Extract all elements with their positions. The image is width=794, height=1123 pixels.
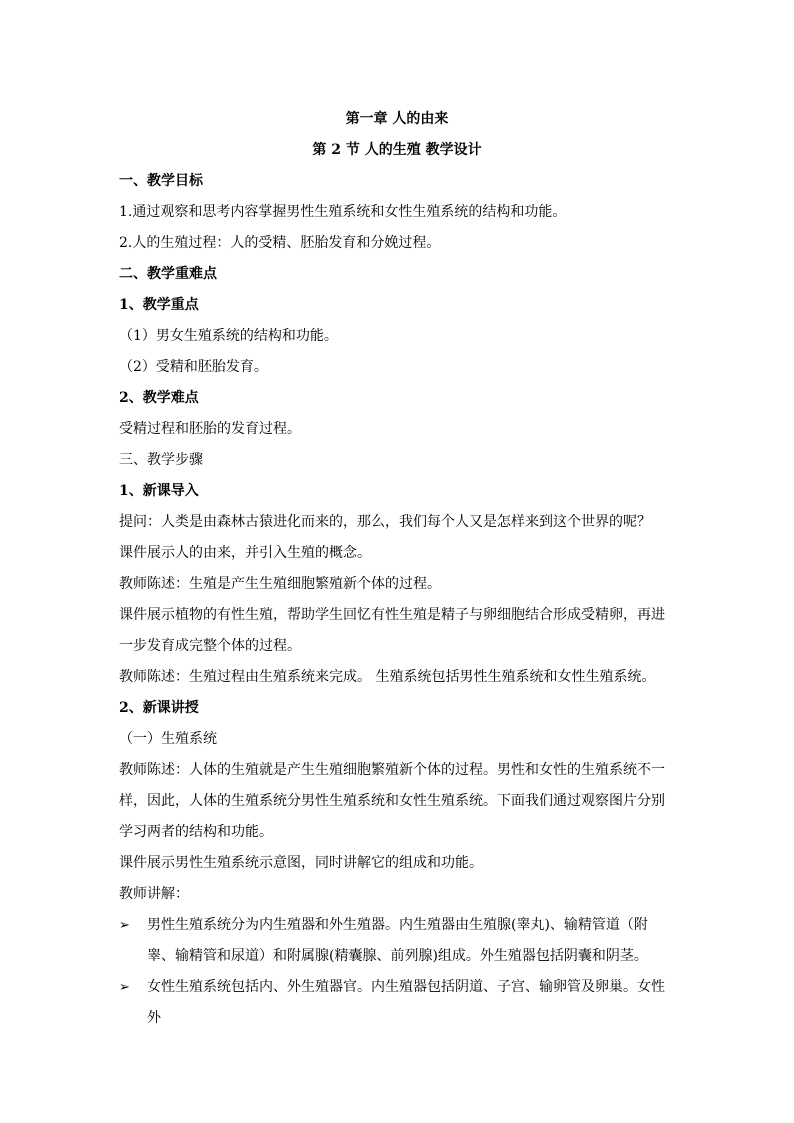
bullet-item [119, 910, 675, 972]
intro-line: 教师陈述：生殖过程由生殖系统来完成。 生殖系统包括男性生殖系统和女性生殖系统。 [119, 669, 656, 685]
key-points-heading: 二、教学重难点 [119, 266, 217, 282]
intro-line: 教师陈述：生殖是产生生殖细胞繁殖新个体的过程。 [119, 576, 441, 592]
focus-item: （1）男女生殖系统的结构和功能。 [119, 328, 338, 344]
objective-item: 2.人的生殖过程：人的受精、胚胎发育和分娩过程。 [119, 235, 441, 251]
bullet-text: 女性生殖系统包括内、外生殖器官。内生殖器包括阴道、子宫、输卵管及卵巢。女性外 [147, 979, 665, 1026]
intro-line: 课件展示人的由来，并引入生殖的概念。 [119, 545, 371, 561]
subsection-title: （一）生殖系统 [119, 731, 217, 747]
focus-item: （2）受精和胚胎发育。 [119, 359, 268, 375]
arrow-bullet-icon: ➢ [119, 918, 130, 933]
bullet-item [119, 972, 675, 1034]
lecture-heading: 2、新课讲授 [119, 700, 199, 716]
bullet-text: 男性生殖系统分为内生殖器和外生殖器。内生殖器由生殖腺(睾丸)、输精管道（附睾、输精管和尿道）和附属腺(精囊腺、前列腺)组成。外生殖器包括阴囊和阴茎。 [147, 917, 648, 964]
arrow-bullet-icon: ➢ [119, 980, 130, 995]
section-title: 第 2 节 人的生殖 教学设计 [312, 142, 482, 158]
difficulty-heading: 2、教学难点 [119, 390, 199, 406]
chapter-title: 第一章 人的由来 [345, 111, 449, 127]
difficulty-text: 受精过程和胚胎的发育过程。 [119, 421, 301, 437]
objectives-heading: 一、教学目标 [119, 173, 203, 189]
focus-heading: 1、教学重点 [119, 297, 199, 313]
intro-paragraph: 课件展示植物的有性生殖，帮助学生回忆有性生殖是精子与卵细胞结合形成受精卵，再进一步发育成完整个体的过程。 [119, 607, 665, 654]
document-page [119, 104, 675, 1034]
lecture-line: 课件展示男性生殖系统示意图，同时讲解它的组成和功能。 [119, 855, 483, 871]
steps-heading: 三、教学步骤 [119, 452, 203, 468]
lecture-paragraph: 教师陈述：人体的生殖就是产生生殖细胞繁殖新个体的过程。男性和女性的生殖系统不一样，因此，人体的生殖系统分男性生殖系统和女性生殖系统。下面我们通过观察图片分别学习两者的结构和功能。 [119, 762, 665, 840]
lecture-line: 教师讲解： [119, 886, 189, 902]
objective-item: 1.通过观察和思考内容掌握男性生殖系统和女性生殖系统的结构和功能。 [119, 204, 567, 220]
intro-heading: 1、新课导入 [119, 483, 199, 499]
intro-line: 提问：人类是由森林古猿进化而来的，那么，我们每个人又是怎样来到这个世界的呢？ [119, 514, 651, 530]
